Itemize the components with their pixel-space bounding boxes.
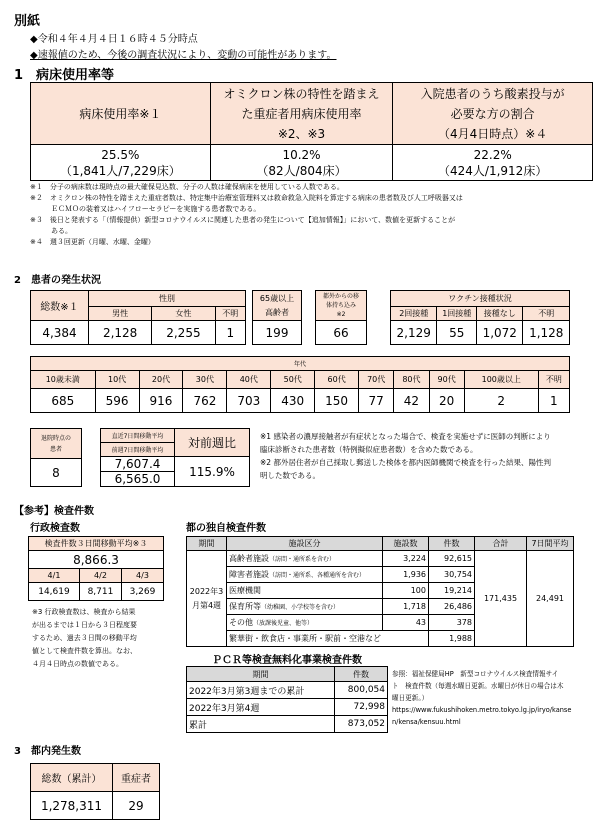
age-col-header: 不明 [538,371,569,389]
source-url[interactable]: https://www.fukushihoken.metro.tokyo.lg.jp/iryo/kanse [392,706,572,714]
section-1-notes: ※１ 分子の病床数は現時点の最大確保見込数、分子の人数は確保病床を使用している人数である。 ※２ オミクロン株の特性を踏まえた重症者数は、特定集中治療室管理料又は救命救急入院料を算定する病床の患者数及び人工呼吸器又は ＥＣＭＯの装着又はハイフローセラピーを実施する患者数である。 ※３ 後日と発表する「（情報提供）新型コロナウイルスに関連した患者の発生について【追加情報】」において、数値を更新することが ある。 ※４ 週３回更新（月曜、水曜、金曜） [30,183,463,246]
date-value: 14,619 [29,583,80,601]
oxygen-header: 入院患者のうち酸素投与が 必要な方の割合 （4月4日時点）※４ [393,83,593,145]
cumulative-header: 総数（累計） [31,764,113,792]
t-avg-value: 24,491 [527,551,574,647]
age-col-header: 60代 [315,371,359,389]
vaccine-table [390,290,570,345]
vac-unknown-value: 1,128 [523,321,570,345]
vac-2dose-value: 2,129 [391,321,437,345]
t-category-header: 施設区分 [227,537,383,551]
pcr-period: 2022年3月第3週までの累計 [187,682,335,699]
bed-usage-value: 25.5% （1,841人/7,229床） [31,145,211,181]
severe-bed-value: 10.2% （82人/804床） [210,145,393,181]
admin-header: 検査件数３日間移動平均※３ [29,537,164,551]
age-value: 762 [183,389,227,413]
bed-usage-table [30,82,593,181]
t-count-value: 26,486 [429,599,475,615]
admin-heading: 行政検査数 [30,523,80,534]
date-header: 4/2 [79,569,121,583]
reference-heading: 【参考】検査件数 [14,506,94,517]
female-header: 女性 [152,307,215,321]
vac-2dose-header: 2回接種 [391,307,437,321]
page-title: 別紙 [14,14,41,29]
vac-none-header: 接種なし [477,307,523,321]
age-value: 430 [271,389,315,413]
outside-header: 都外からの移 体持ち込み ※2 [316,291,367,321]
admin-value: 8,866.3 [29,551,164,569]
age-value: 1 [538,389,569,413]
severe-header: 退院時点の 患者 [31,429,82,459]
admin-test-table [28,536,164,601]
date-header: 4/1 [29,569,80,583]
t-count-value: 378 [429,615,475,631]
avg-prev-header: 前週7日間移動平均 [101,443,175,457]
severe-table [30,428,82,487]
pcr-count-header: 件数 [335,667,388,682]
oxygen-value: 22.2% （424人/1,912床） [393,145,593,181]
date-value: 3,269 [121,583,163,601]
male-value: 2,128 [89,321,152,345]
ratio-header: 対前週比 [175,429,250,457]
male-header: 男性 [89,307,152,321]
outside-value: 66 [316,321,367,345]
age-table [30,356,570,413]
vac-1dose-value: 55 [437,321,477,345]
t-count-value: 30,754 [429,567,475,583]
ratio-value: 115.9% [175,457,250,487]
pcr-period: 累計 [187,716,335,733]
elderly-header: 65歳以上 高齢者 [253,291,302,321]
vaccine-header: ワクチン接種状況 [391,291,570,307]
t-period-value: 2022年3 月第4週 [187,551,227,647]
age-value: 703 [227,389,271,413]
pcr-value: 873,052 [335,716,388,733]
t-category: 医療機関 [227,583,383,599]
t-total-header: 合計 [475,537,527,551]
vac-none-value: 1,072 [477,321,523,345]
t-count-header: 件数 [429,537,475,551]
t-facility-value: 1,936 [383,567,429,583]
vac-1dose-header: 1回接種 [437,307,477,321]
age-col-header: 20代 [139,371,183,389]
t-avg-header: 7日間平均 [527,537,574,551]
t-count-value: 92,615 [429,551,475,567]
source-note: 参照：福祉保健局HP 新型コロナウイルス検査情報サイ ト 検査件数（毎週水曜日更新。水曜日が休日の場合は木 曜日更新。） https://www.fukushihoken.metro.tokyo.lg.jp/iryo/kanse n/kensa/kensuu.html [392,668,597,728]
admin-notes: ※3 行政検査数は、検査から結果 が出るまでは１日から３日程度要 するため、過去３日間の移動平均 値として検査件数を算出。なお、 ４月４日時点の数値である。 [32,608,137,668]
pcr-table [186,666,388,733]
avg-recent-value: 7,607.4 [101,457,175,472]
age-value: 42 [394,389,429,413]
avg-prev-value: 6,565.0 [101,472,175,487]
age-value: 2 [464,389,538,413]
t-category: 高齢者施設（訪問・通所系を含む） [227,551,383,567]
cumulative-severe-header: 重症者 [113,764,160,792]
pcr-period: 2022年3月第4週 [187,699,335,716]
outside-table [315,290,367,345]
age-value: 685 [31,389,96,413]
vac-unknown-header: 不明 [523,307,570,321]
elderly-table [252,290,302,345]
age-col-header: 50代 [271,371,315,389]
t-facility-value: 43 [383,615,429,631]
age-value: 916 [139,389,183,413]
t-count-value: 19,214 [429,583,475,599]
age-value: 596 [95,389,139,413]
total-header: 総数※１ [31,291,89,321]
age-value: 77 [359,389,394,413]
age-col-header: 100歳以上 [464,371,538,389]
t-facility-value: 1,718 [383,599,429,615]
date-value: 8,711 [79,583,121,601]
age-col-header: 80代 [394,371,429,389]
age-col-header: 30代 [183,371,227,389]
t-facility-value: 100 [383,583,429,599]
timestamp-line: ◆令和４年４月４日１６時４５分時点 [30,34,198,45]
severe-bed-header: オミクロン株の特性を踏まえ た重症者用病床使用率 ※2、※3 [210,83,393,145]
t-category: 保育所等（幼稚園、小学校等を含む） [227,599,383,615]
pcr-heading: ＰＣＲ等検査無料化事業検査件数 [212,655,362,666]
severe-value: 8 [31,459,82,487]
t-total-value: 171,435 [475,551,527,647]
t-category: 繁華街・飲食店・事業所・駅前・空港など [227,631,429,647]
age-col-header: 70代 [359,371,394,389]
age-col-header: 40代 [227,371,271,389]
date-header: 4/3 [121,569,163,583]
t-period-header: 期間 [187,537,227,551]
female-value: 2,255 [152,321,215,345]
disclaimer-line: ◆速報値のため、今後の調査状況により、変動の可能性があります。 [30,50,337,61]
age-value: 20 [429,389,464,413]
patient-sex-table [30,290,246,345]
pcr-period-header: 期間 [187,667,335,682]
age-header: 年代 [31,357,570,371]
t-count-value: 1,988 [429,631,475,647]
age-value: 150 [315,389,359,413]
tokyo-test-table [186,536,574,647]
section-2-heading: 2 患者の発生状況 [14,275,101,286]
unknown-header: 不明 [215,307,245,321]
avg-recent-header: 直近7日間移動平均 [101,429,175,443]
t-facility-value: 3,224 [383,551,429,567]
t-category: その他（放課後児童、他等） [227,615,383,631]
pcr-value: 72,998 [335,699,388,716]
moving-average-table [100,428,250,487]
bed-usage-header: 病床使用率※１ [31,83,211,145]
elderly-value: 199 [253,321,302,345]
cumulative-value: 1,278,311 [31,792,113,820]
cumulative-severe-value: 29 [113,792,160,820]
age-col-header: 90代 [429,371,464,389]
section-3-heading: 3 都内発生数 [14,746,81,757]
t-facility-header: 施設数 [383,537,429,551]
age-col-header: 10代 [95,371,139,389]
section-2-notes: ※1 感染者の濃厚接触者が有症状となった場合で、検査を実施せずに医師の判断により 臨床診断された患者数（特例擬似症患者数）を含めた数である。 ※2 都外居住者が自己採取し郵送した検体を都内医師機関で検査を行った結果、陽性判 明した数である。 [260,432,551,480]
section-1-heading: 1 病床使用率等 [14,68,115,83]
cumulative-table [30,763,160,820]
sex-header: 性別 [89,291,246,307]
age-col-header: 10歳未満 [31,371,96,389]
t-category: 障害者施設（訪問・通所系、各種通所を含む） [227,567,383,583]
pcr-value: 800,054 [335,682,388,699]
total-value: 4,384 [31,321,89,345]
unknown-value: 1 [215,321,245,345]
tokyo-heading: 都の独自検査件数 [186,523,266,534]
